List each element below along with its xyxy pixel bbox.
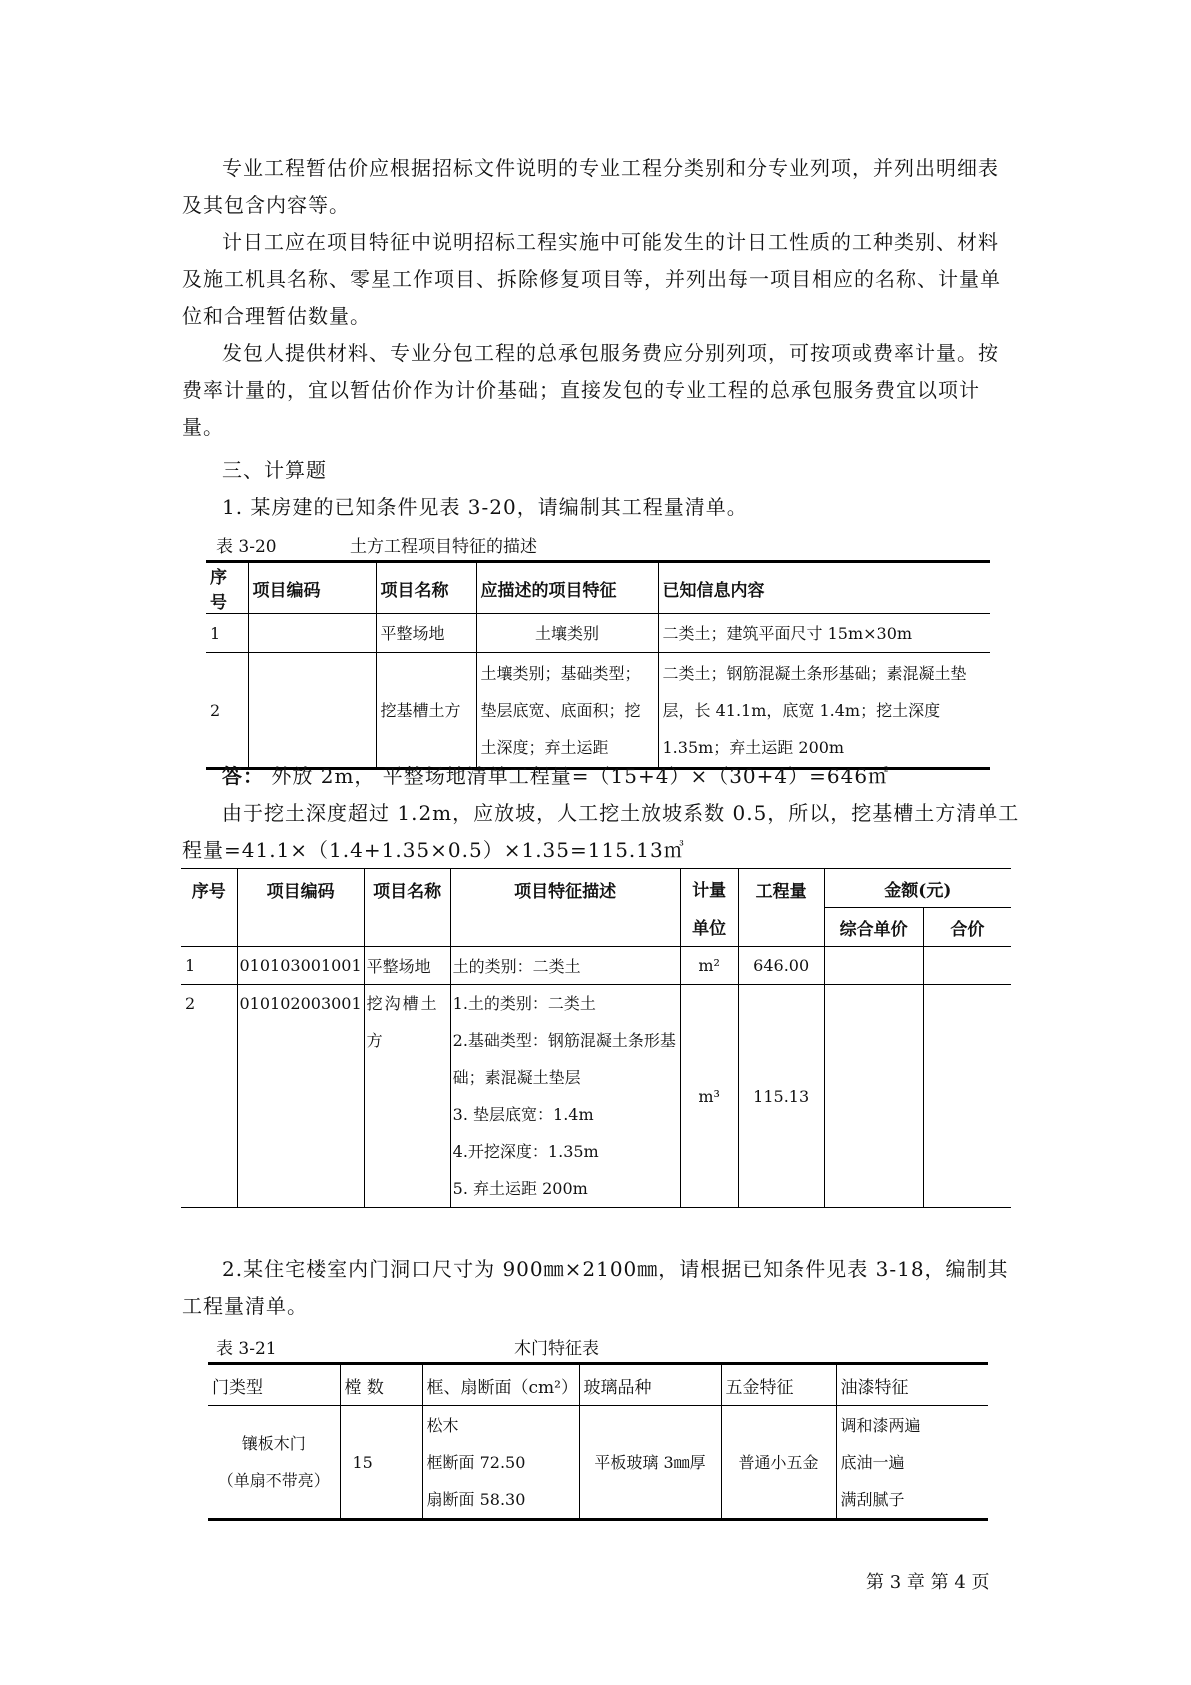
feature-line: 2.基础类型：钢筋混凝土条形基础；素混凝土垫层	[452, 1031, 676, 1087]
section-line: 框断面 72.50	[426, 1452, 526, 1472]
cell-hardware: 普通小五金	[721, 1406, 836, 1520]
cell-code: 010102003001	[237, 985, 364, 1208]
cell-qty: 646.00	[738, 947, 824, 985]
table-caption-title: 土方工程项目特征的描述	[350, 537, 537, 557]
table-header-row	[208, 1364, 988, 1406]
question-2: 2.某住宅楼室内门洞口尺寸为 900㎜×2100㎜，请根据已知条件见表 3-18，编制其工程量清单。	[182, 1257, 1009, 1318]
cell-feature: 土壤类别	[476, 614, 658, 653]
answer-line-2: 由于挖土深度超过 1.2m，应放坡，人工挖土放坡系数 0.5，所以，挖基槽土方清单工	[222, 801, 1020, 825]
header-cell: 门类型	[208, 1364, 340, 1406]
header-unit-2: 单位	[680, 908, 738, 947]
header-total: 合价	[923, 908, 1011, 947]
table-row	[181, 947, 1011, 985]
header-cell: 应描述的项目特征	[476, 562, 658, 614]
cell-count: 15	[340, 1406, 422, 1520]
cell-unit: m³	[680, 985, 738, 1208]
feature-line: 3. 垫层底宽：1.4m	[452, 1105, 594, 1124]
header-cell: 五金特征	[721, 1364, 836, 1406]
table-header-row	[181, 869, 1011, 908]
section-line: 扇断面 58.30	[426, 1489, 526, 1509]
cell-name: 平整场地	[376, 614, 476, 653]
table-row	[206, 614, 990, 653]
cell-desc	[450, 985, 680, 1208]
answer-label: 答：	[222, 764, 264, 788]
question-1: 1. 某房建的已知条件见表 3-20，请编制其工程量清单。	[222, 495, 748, 519]
header-cell: 项目名称	[376, 562, 476, 614]
paragraph-general-contract-fee: 发包人提供材料、专业分包工程的总承包服务费应分别列项，可按项或费率计量。按费率计量的，宜以暂估价作为计价基础；直接发包的专业工程的总承包服务费宜以项计量。	[182, 341, 999, 439]
paint-line: 满刮腻子	[840, 1489, 905, 1509]
table-row	[181, 985, 1011, 1208]
header-desc: 项目特征描述	[450, 869, 680, 947]
cell-no: 1	[181, 947, 237, 985]
header-cell: 序号	[206, 562, 248, 614]
header-qty: 工程量	[738, 869, 824, 947]
header-cell: 已知信息内容	[658, 562, 990, 614]
header-cell: 玻璃品种	[579, 1364, 721, 1406]
table-caption-title: 木门特征表	[514, 1339, 599, 1359]
feature-line: 1.土的类别：二类土	[452, 994, 596, 1013]
header-cell: 框、扇断面（cm²）	[422, 1364, 579, 1406]
paint-line: 底油一遍	[840, 1452, 905, 1472]
cell-section	[422, 1406, 579, 1520]
section-line: 松木	[426, 1415, 459, 1435]
cell-name: 平整场地	[364, 947, 450, 985]
cell-qty: 115.13	[738, 985, 824, 1208]
door-type-line: （单扇不带亮）	[217, 1471, 330, 1490]
cell-no: 1	[206, 614, 248, 653]
table-row	[208, 1406, 988, 1520]
cell-total	[923, 985, 1011, 1208]
answer-line-3: 程量=41.1×（1.4+1.35×0.5）×1.35=115.13㎥	[182, 838, 685, 862]
answer-text-1: 外放 2m， 平整场地清单工程量=（15+4）×（30+4）=646㎡	[271, 764, 890, 788]
answer-line-1	[222, 760, 889, 789]
cell-info: 二类土；建筑平面尺寸 15m×30m	[658, 614, 990, 653]
feature-line: 4.开挖深度：1.35m	[452, 1142, 599, 1161]
cell-no: 2	[206, 653, 248, 769]
cell-glass: 平板玻璃 3㎜厚	[579, 1406, 721, 1520]
header-name: 项目名称	[364, 869, 450, 947]
table-caption-number: 表 3-20	[216, 537, 277, 557]
header-unit-price: 综合单价	[824, 908, 923, 947]
header-unit-1: 计量	[680, 869, 738, 908]
cell-total	[923, 947, 1011, 985]
bill-of-quantities-table	[181, 868, 1011, 1208]
cell-paint	[836, 1406, 988, 1520]
header-cell: 油漆特征	[836, 1364, 988, 1406]
cell-info: 二类土；钢筋混凝土条形基础；素混凝土垫层，长 41.1m，底宽 1.4m；挖土深度 1.35m；弃土运距 200m	[658, 653, 990, 769]
page-footer: 第 3 章 第 4 页	[866, 1572, 990, 1593]
table-header-row	[206, 562, 990, 614]
paragraph-daywork: 计日工应在项目特征中说明招标工程实施中可能发生的计日工性质的工种类别、材料及施工机具名称、零星工作项目、拆除修复项目等，并列出每一项目相应的名称、计量单位和合理暂估数量。	[182, 230, 1001, 328]
header-no: 序号	[191, 882, 226, 902]
header-cell: 项目编码	[248, 562, 376, 614]
wooden-door-feature-table	[208, 1362, 988, 1521]
earthwork-feature-table	[206, 560, 990, 770]
cell-name: 挖沟槽土方	[364, 985, 450, 1208]
cell-unit-price	[824, 947, 923, 985]
feature-line: 5. 弃土运距 200m	[452, 1179, 588, 1198]
cell-feature: 土壤类别；基础类型；垫层底宽、底面积；挖土深度；弃土运距	[476, 653, 658, 769]
cell-code: 010103001001	[237, 947, 364, 985]
paint-line: 调和漆两遍	[840, 1415, 921, 1435]
section-title: 三、计算题	[222, 458, 327, 482]
cell-name: 挖基槽土方	[376, 653, 476, 769]
cell-unit-price	[824, 985, 923, 1208]
paragraph-professional-estimate: 专业工程暂估价应根据招标文件说明的专业工程分类别和分专业列项，并列出明细表及其包含内容等。	[182, 156, 999, 217]
table-caption-number: 表 3-21	[216, 1339, 277, 1359]
cell-unit: m²	[680, 947, 738, 985]
header-amount: 金额(元)	[824, 869, 1011, 908]
cell-code	[248, 614, 376, 653]
cell-code	[248, 653, 376, 769]
cell-no: 2	[181, 985, 237, 1208]
table-row	[206, 653, 990, 769]
door-type-line: 镶板木门	[241, 1434, 306, 1453]
cell-desc: 土的类别：二类土	[450, 947, 680, 985]
header-code: 项目编码	[237, 869, 364, 947]
cell-door-type	[208, 1406, 340, 1520]
header-cell: 樘 数	[340, 1364, 422, 1406]
